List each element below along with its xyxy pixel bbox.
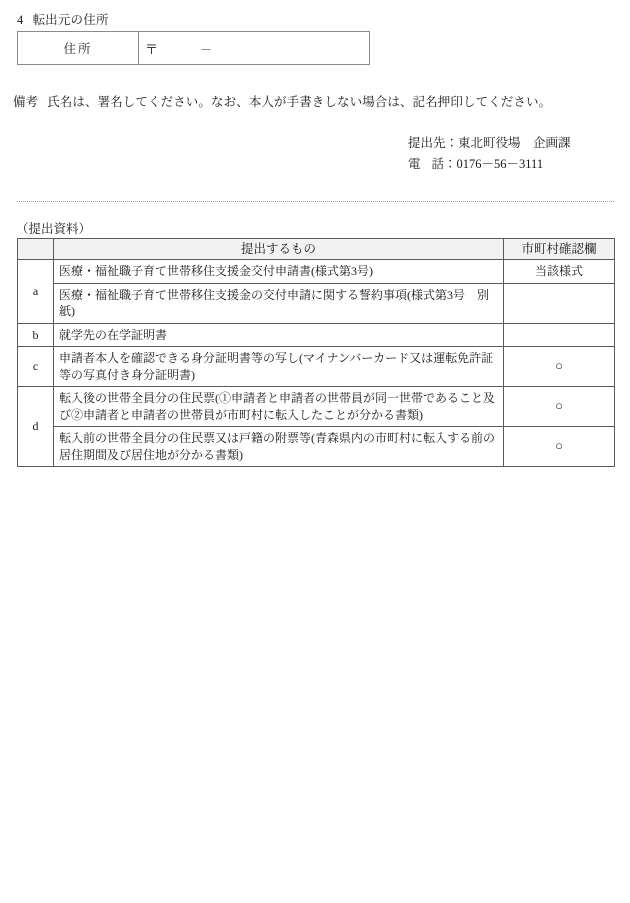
- address-row: [18, 32, 370, 65]
- row-check-cell[interactable]: [504, 427, 615, 467]
- submission-destination-line: 提出先：東北町役場 企画課: [408, 136, 571, 150]
- column-header-item: 提出するもの: [54, 239, 504, 260]
- row-item-cell: 転入後の世帯全員分の住民票(①申請者と申請者の世帯員が同一世帯であること及び②申請者と申請者の世帯員が市町村に転入したことが分かる書類): [54, 387, 504, 427]
- row-check-cell[interactable]: [504, 323, 615, 347]
- row-item-cell: 就学先の在学証明書: [54, 323, 504, 347]
- circle-check-icon: ○: [555, 398, 563, 414]
- row-check-cell[interactable]: 当該様式: [504, 260, 615, 284]
- row-check-cell[interactable]: [504, 387, 615, 427]
- dotted-separator: [17, 201, 614, 202]
- circle-check-icon: ○: [555, 438, 563, 454]
- remarks-label: 備考: [13, 95, 39, 109]
- table-row: [18, 283, 615, 323]
- materials-table-body: [18, 260, 615, 467]
- address-table: [17, 31, 370, 65]
- phone-number: 話：0176－56－3111: [431, 157, 544, 171]
- address-label-cell: 住所: [18, 32, 139, 65]
- row-item-cell: 転入前の世帯全員分の住民票又は戸籍の附票等(青森県内の市町村に転入する前の居住期間及び居住地が分かる書類): [54, 427, 504, 467]
- table-row: [18, 427, 615, 467]
- row-item-cell: 医療・福祉職子育て世帯移住支援金交付申請書(様式第3号): [54, 260, 504, 284]
- column-header-check: 市町村確認欄: [504, 239, 615, 260]
- circle-check-icon: ○: [555, 358, 563, 374]
- row-check-cell[interactable]: [504, 347, 615, 387]
- materials-caption: （提出資料）: [16, 222, 92, 236]
- materials-table-header-row: [18, 239, 615, 260]
- row-key-cell: b: [18, 323, 54, 347]
- row-key-cell: a: [18, 260, 54, 324]
- row-key-cell: d: [18, 387, 54, 467]
- row-key-cell: c: [18, 347, 54, 387]
- row-item-cell: 医療・福祉職子育て世帯移住支援金の交付申請に関する誓約事項(様式第3号 別紙): [54, 283, 504, 323]
- postal-code-dash: －: [200, 42, 213, 57]
- remarks-line: [13, 92, 551, 110]
- remarks-text: 氏名は、署名してください。なお、本人が手書きしない場合は、記名押印してください。: [47, 95, 552, 109]
- row-check-cell[interactable]: [504, 283, 615, 323]
- table-row: [18, 260, 615, 284]
- section-title: 転出元の住所: [32, 13, 109, 27]
- row-item-cell: 申請者本人を確認できる身分証明書等の写し(マイナンバーカード又は運転免許証等の写真付き身分証明書): [54, 347, 504, 387]
- section-number: 4: [17, 13, 24, 27]
- materials-table: [17, 238, 615, 467]
- column-header-key: [18, 239, 54, 260]
- table-row: [18, 347, 615, 387]
- table-row: [18, 387, 615, 427]
- table-row: [18, 323, 615, 347]
- phone-label: 電: [408, 157, 421, 171]
- postal-mark-icon: 〒: [145, 41, 159, 57]
- section-heading: [17, 10, 109, 28]
- submission-destination-block: [408, 133, 571, 175]
- submission-phone-line: [408, 154, 571, 175]
- address-value-cell[interactable]: [139, 32, 370, 65]
